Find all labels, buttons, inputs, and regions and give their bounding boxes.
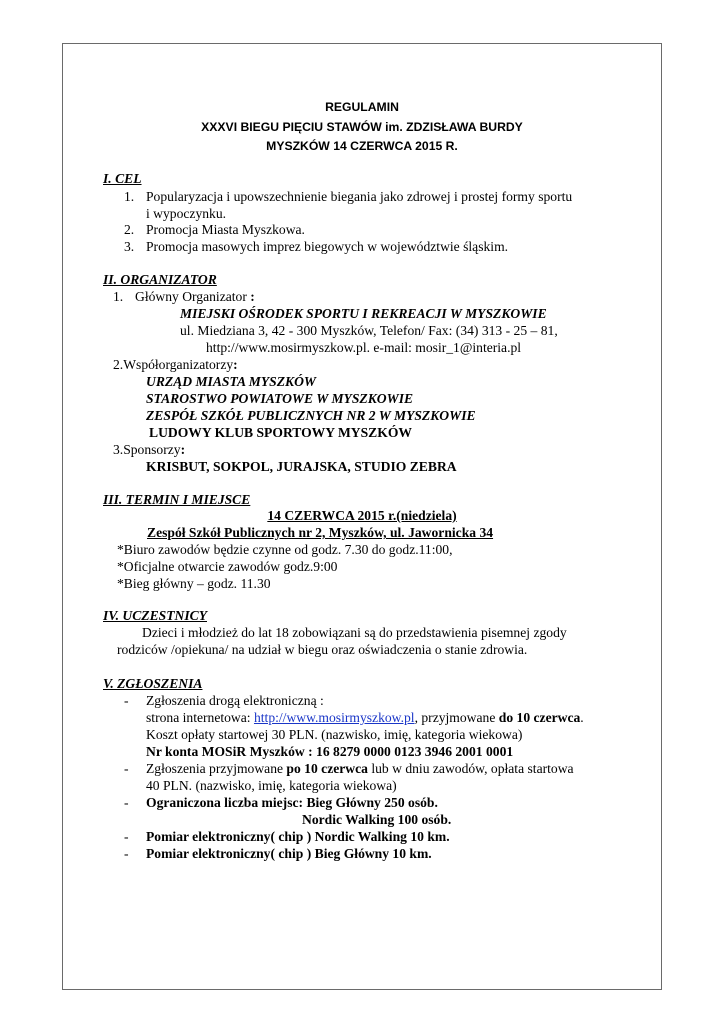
registration-site-line bbox=[146, 709, 584, 726]
registration-dash-5: - bbox=[124, 846, 129, 861]
co-organizer-3: ZESPÓŁ SZKÓŁ PUBLICZNYCH NR 2 W MYSZKOWIE bbox=[146, 408, 476, 423]
registration-late-line bbox=[146, 760, 574, 777]
cel-item-1-num: 1. bbox=[124, 189, 135, 204]
co-organizer-1: URZĄD MIASTA MYSZKÓW bbox=[146, 374, 316, 389]
registration-online-label: Zgłoszenia drogą elektroniczną : bbox=[146, 693, 324, 708]
limit-nordic-walking: Nordic Walking 100 osób. bbox=[302, 812, 452, 827]
participants-line-2: rodziców /opiekuna/ na udział w biegu oraz oświadczenia o stanie zdrowia. bbox=[117, 642, 528, 657]
cel-item-3 bbox=[124, 238, 508, 255]
co-organizers-text: 2.Współorganizatorzy bbox=[113, 357, 234, 372]
organizer-address: ul. Miedziana 3, 42 - 300 Myszków, Telefon/ Fax: (34) 313 - 25 – 81, bbox=[180, 323, 558, 338]
schedule-main-run: *Bieg główny – godz. 11.30 bbox=[117, 576, 271, 591]
registration-dash-3: - bbox=[124, 795, 129, 810]
cel-item-2-text: Promocja Miasta Myszkowa. bbox=[146, 222, 305, 237]
section-zgloszenia-title: V. ZGŁOSZENIA bbox=[103, 676, 203, 691]
sponsors-label bbox=[113, 441, 185, 458]
event-date-place: MYSZKÓW 14 CZERWCA 2015 R. bbox=[266, 139, 458, 153]
cel-item-1 bbox=[124, 188, 572, 205]
main-organizer-name: MIEJSKI OŚRODEK SPORTU I REKREACJI W MYSZKOWIE bbox=[180, 306, 547, 321]
cel-item-3-num: 3. bbox=[124, 239, 135, 254]
schedule-opening: *Oficjalne otwarcie zawodów godz.9:00 bbox=[117, 559, 338, 574]
section-cel-title: I. CEL bbox=[103, 171, 142, 186]
event-date: 14 CZERWCA 2015 r.(niedziela) bbox=[267, 508, 457, 523]
section-uczestnicy-title: IV. UCZESTNICY bbox=[103, 608, 207, 623]
main-organizer-text: Główny Organizator bbox=[135, 289, 251, 304]
cel-item-1-cont: i wypoczynku. bbox=[146, 206, 227, 221]
sponsors-list: KRISBUT, SOKPOL, JURAJSKA, STUDIO ZEBRA bbox=[146, 459, 457, 474]
sponsors-text: 3.Sponsorzy bbox=[113, 442, 181, 457]
cel-item-2 bbox=[124, 221, 305, 238]
registration-late-date: po 10 czerwca bbox=[286, 761, 368, 776]
registration-late-rest: lub w dniu zawodów, opłata startowa bbox=[367, 761, 574, 776]
main-organizer-num: 1. bbox=[113, 289, 124, 304]
main-organizer-label bbox=[113, 288, 255, 305]
section-organizator-title: II. ORGANIZATOR bbox=[103, 272, 217, 287]
timing-main-run: Pomiar elektroniczny( chip ) Bieg Główny 10 km. bbox=[146, 846, 432, 861]
doc-title: REGULAMIN bbox=[325, 100, 399, 114]
registration-site-end: . bbox=[580, 710, 584, 725]
schedule-office: *Biuro zawodów będzie czynne od godz. 7.30 do godz.11:00, bbox=[117, 542, 453, 557]
organizer-web-email: http://www.mosirmyszkow.pl. e-mail: mosir_1@interia.pl bbox=[206, 340, 522, 355]
bank-account: Nr konta MOSiR Myszków : 16 8279 0000 0123 3946 2001 0001 bbox=[146, 744, 514, 759]
registration-site-prefix: strona internetowa: bbox=[146, 710, 254, 725]
participants-line-1: Dzieci i młodzież do lat 18 zobowiązani są do przedstawienia pisemnej zgody bbox=[142, 625, 567, 640]
timing-nordic-walking: Pomiar elektroniczny( chip ) Nordic Walking 10 km. bbox=[146, 829, 450, 844]
registration-dash-4: - bbox=[124, 829, 129, 844]
sponsors-colon: : bbox=[180, 442, 186, 457]
registration-fee-late: 40 PLN. (nazwisko, imię, kategoria wiekowa) bbox=[146, 778, 397, 793]
registration-dash-2: - bbox=[124, 761, 129, 776]
co-organizers-colon: : bbox=[233, 357, 238, 372]
cel-item-2-num: 2. bbox=[124, 222, 135, 237]
event-name: XXXVI BIEGU PIĘCIU STAWÓW im. ZDZISŁAWA BURDY bbox=[201, 120, 523, 134]
cel-item-3-text: Promocja masowych imprez biegowych w województwie śląskim. bbox=[146, 239, 509, 254]
co-organizer-2: STAROSTWO POWIATOWE W MYSZKOWIE bbox=[146, 391, 414, 406]
registration-dash-1: - bbox=[124, 693, 129, 708]
registration-deadline: do 10 czerwca bbox=[498, 710, 581, 725]
event-venue: Zespół Szkół Publicznych nr 2, Myszków, ul. Jawornicka 34 bbox=[147, 525, 494, 540]
limit-main-run: Ograniczona liczba miejsc: Bieg Główny 250 osób. bbox=[146, 795, 438, 810]
main-organizer-colon: : bbox=[250, 289, 255, 304]
co-organizers-label bbox=[113, 356, 238, 373]
co-organizer-4: LUDOWY KLUB SPORTOWY MYSZKÓW bbox=[149, 425, 412, 440]
registration-late-prefix: Zgłoszenia przyjmowane bbox=[146, 761, 287, 776]
registration-site-mid: , przyjmowane bbox=[414, 710, 499, 725]
registration-fee-online: Koszt opłaty startowej 30 PLN. (nazwisko, imię, kategoria wiekowa) bbox=[146, 727, 523, 742]
mosir-website-link[interactable]: http://www.mosirmyszkow.pl bbox=[253, 710, 415, 725]
section-termin-title: III. TERMIN I MIEJSCE bbox=[103, 492, 251, 507]
cel-item-1-text: Popularyzacja i upowszechnienie biegania jako zdrowej i prostej formy sportu bbox=[146, 189, 573, 204]
